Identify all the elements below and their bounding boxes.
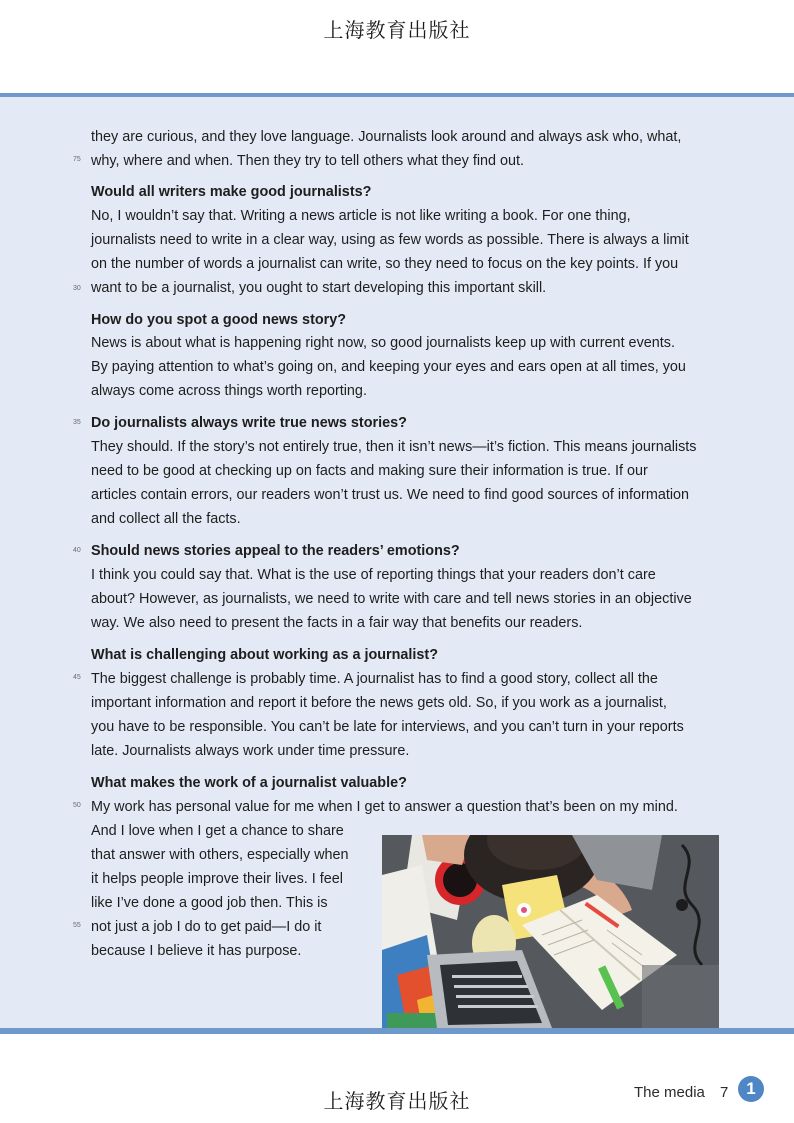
article-line: way. We also need to present the facts in a fair way that benefits our readers. <box>91 615 583 631</box>
article-line: My work has personal value for me when I get to answer a question that’s been on my mind. <box>91 799 678 815</box>
line-number-55: 55 <box>73 922 81 929</box>
article-line: News is about what is happening right now, so good journalists keep up with current events. <box>91 335 675 351</box>
footer-section-title: The media <box>634 1084 705 1101</box>
publisher-footer: 上海教育出版社 <box>323 1089 471 1113</box>
line-number-40: 40 <box>73 547 81 554</box>
line-number-50: 50 <box>73 802 81 809</box>
article-line: always come across things worth reporting. <box>91 383 367 399</box>
article-line: The biggest challenge is probably time. A journalist has to find a good story, collect all the <box>91 671 658 687</box>
unit-badge: 1 <box>738 1076 764 1102</box>
article-line: they are curious, and they love language. Journalists look around and always ask who, what, <box>91 129 682 145</box>
publisher-header: 上海教育出版社 <box>323 18 471 42</box>
article-line: I think you could say that. What is the use of reporting things that your readers don’t care <box>91 567 656 583</box>
page-number: 7 <box>720 1084 729 1101</box>
bottom-rule <box>0 1028 794 1034</box>
interview-question: Do journalists always write true news stories? <box>91 415 407 431</box>
article-line: it helps people improve their lives. I feel <box>91 871 343 887</box>
article-line: want to be a journalist, you ought to start developing this important skill. <box>91 280 547 296</box>
article-line: like I’ve done a good job then. This is <box>91 895 328 911</box>
article-line: And I love when I get a chance to share <box>91 823 344 839</box>
line-number-35: 35 <box>73 419 81 426</box>
article-line: why, where and when. Then they try to tell others what they find out. <box>91 153 525 169</box>
article-line: journalists need to write in a clear way, using as few words as possible. There is always a limit <box>91 232 689 248</box>
interview-question: How do you spot a good news story? <box>91 312 347 328</box>
line-number-75: 75 <box>73 156 81 163</box>
article-line: late. Journalists always work under time pressure. <box>91 743 410 759</box>
article-line: because I believe it has purpose. <box>91 943 302 959</box>
article-panel <box>0 97 794 1028</box>
article-line: not just a job I do to get paid—I do it <box>91 919 322 935</box>
interview-question: What is challenging about working as a journalist? <box>91 647 439 663</box>
interview-question: Should news stories appeal to the readers’ emotions? <box>91 543 460 559</box>
interview-question: What makes the work of a journalist valuable? <box>91 775 407 791</box>
line-number-45: 45 <box>73 674 81 681</box>
article-line: need to be good at checking up on facts and making sure their information is true. If our <box>91 463 648 479</box>
line-number-30: 30 <box>73 285 81 292</box>
interview-question: Would all writers make good journalists? <box>91 184 372 200</box>
journalist-desk-photo <box>382 835 719 1028</box>
article-line: on the number of words a journalist can write, so they need to focus on the key points. If you <box>91 256 679 272</box>
article-line: about? However, as journalists, we need to write with care and tell news stories in an objective <box>91 591 692 607</box>
article-line: They should. If the story’s not entirely true, then it isn’t news—it’s fiction. This means journalists <box>91 439 697 455</box>
article-line: No, I wouldn’t say that. Writing a news article is not like writing a book. For one thing, <box>91 208 631 224</box>
article-line: articles contain errors, our readers won’t trust us. We need to find good sources of information <box>91 487 690 503</box>
article-line: and collect all the facts. <box>91 511 241 527</box>
article-line: you have to be responsible. You can’t be late for interviews, and you can’t turn in your reports <box>91 719 684 735</box>
article-line: important information and report it before the news gets old. So, if you work as a journalist, <box>91 695 667 711</box>
article-line: By paying attention to what’s going on, and keeping your eyes and ears open at all times, you <box>91 359 686 375</box>
article-line: that answer with others, especially when <box>91 847 349 863</box>
